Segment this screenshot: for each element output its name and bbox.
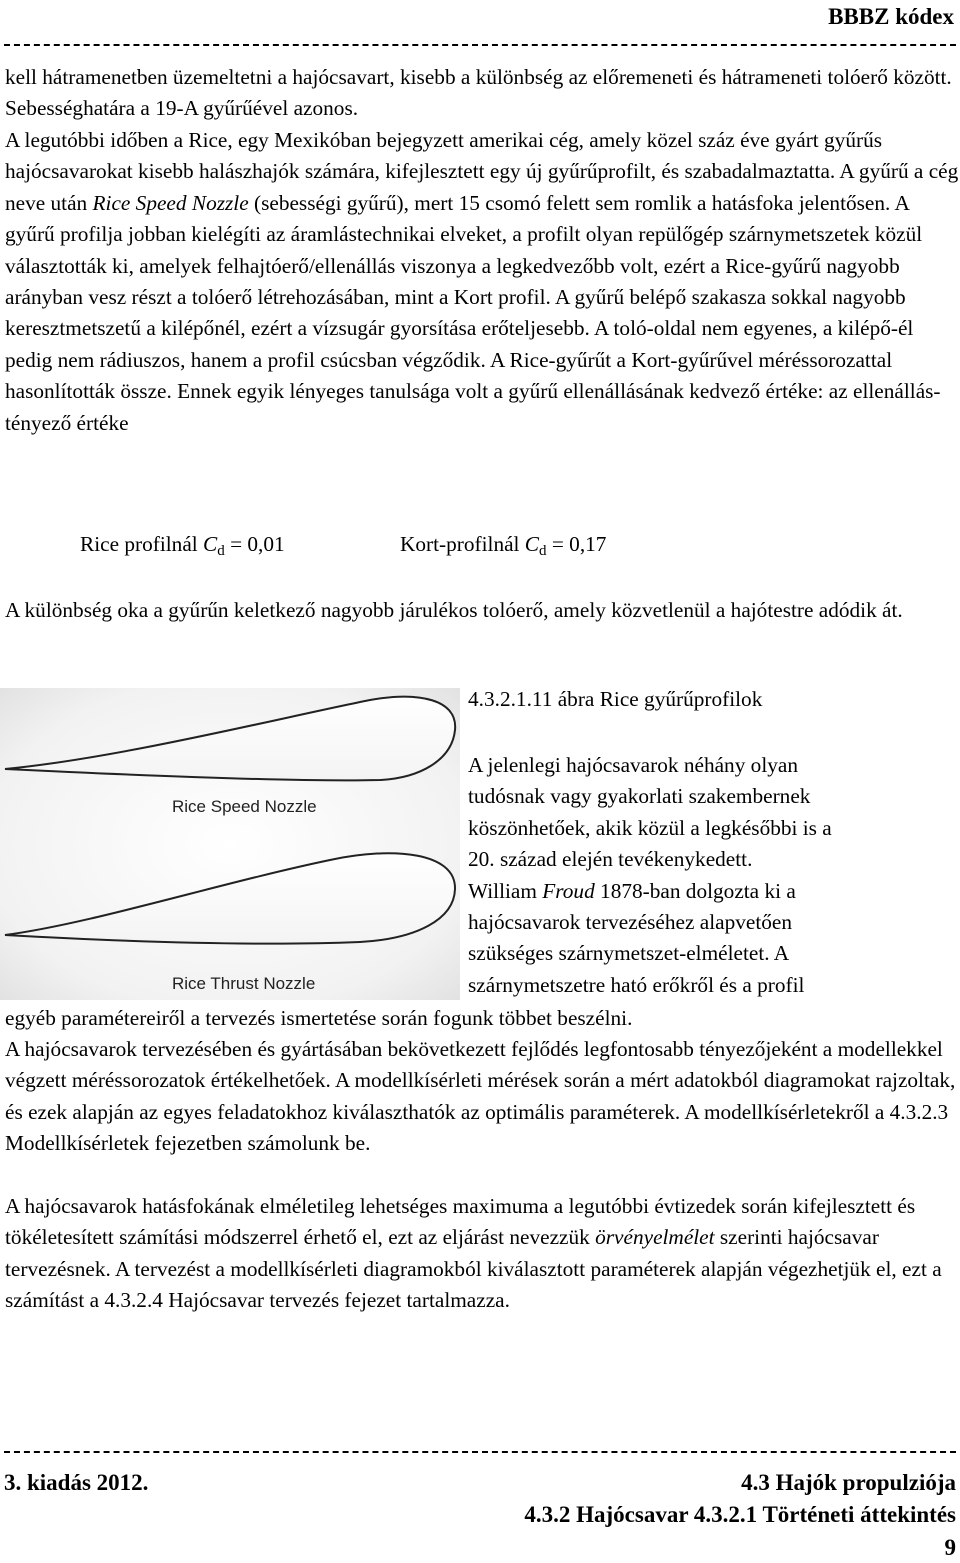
rice-formula-label: Rice profilnál — [80, 532, 198, 556]
paragraph-6 — [5, 1191, 960, 1317]
rice-speed-nozzle-label: Rice Speed Nozzle — [172, 797, 317, 816]
paragraph-6-text-b: szerinti hajócsavar tervezésnek. A tervezést a modellkísérleti diagramokból kiválasztott paraméterek alapján végezhetjük el, ezt a számítást a 4.3.2.4 Hajócsavar tervezés fejezet tartalmazza. — [5, 1225, 942, 1313]
kort-formula-value: = 0,17 — [551, 532, 607, 556]
footer-divider — [4, 1451, 956, 1453]
side-paragraph — [468, 750, 948, 1001]
paragraph-5: A hajócsavarok tervezésében és gyártásában bekövetkezett fejlődés legfontosabb tényezőjeként a modellekkel végzett méréssorozatok értékelhetőek. A modellkísérleti mérések során a mért adatokból diagramokat rajzoltak, és ezek alapján az egyes feladatokhoz kiválaszthatók az optimális paraméterek. A modellkísérletekről a 4.3.2.3 Modellkísérletek fejezetben számolunk be. — [5, 1037, 956, 1156]
side-line-1: A jelenlegi hajócsavarok néhány olyan — [468, 753, 798, 777]
rice-formula-var: C — [203, 532, 218, 556]
froud-name: Froud — [542, 878, 595, 903]
side-line-2: tudósnak vagy gyakorlati szakembernek — [468, 784, 811, 809]
rice-formula-sub: d — [217, 543, 225, 559]
side-line-5-b: 1878-ban dolgozta ki a — [594, 878, 796, 903]
page-number: 9 — [944, 1535, 956, 1560]
side-line-7: szükséges szárnymetszet-elméletet. A — [468, 941, 790, 966]
side-line-5 — [468, 876, 948, 907]
side-line-3: köszönhetőek, akik közül a legkésőbbi is a — [468, 815, 832, 840]
figure-caption: 4.3.2.1.11 ábra Rice gyűrűprofilok — [468, 687, 763, 711]
side-line-8: szárnymetszetre ható erőkről és a profil — [468, 972, 805, 997]
paragraph-2-text-a: A legutóbbi időben a Rice, egy Mexikóban bejegyzett amerikai cég, amely közel száz éve gyárt gyűrűs hajócsavarokat kisebb halászhajók számára, kifejlesztett egy új gyűrűprofilt, és szabadalmaztatta. A gyűrű a cég neve után — [5, 128, 959, 215]
footer-subsection: 4.3.2 Hajócsavar 4.3.2.1 Történeti áttekintés — [524, 1502, 956, 1527]
rice-thrust-nozzle-label: Rice Thrust Nozzle — [172, 974, 316, 993]
header-divider — [4, 44, 956, 46]
side-line-4: 20. század elején tevékenykedett. — [468, 847, 753, 872]
footer-section: 4.3 Hajók propulziója — [741, 1470, 956, 1495]
paragraph-2-text-b: (sebességi gyűrű), mert 15 csomó felett sem romlik a hatásfoka jelentősen. A gyűrű profilja jobban kielégíti az áramlástechnikai elveket, a profilt olyan repülőgép szárnymetszetek közül választották ki, amelyek felhajtóerő/ellenállás viszonya a legkedvezőbb volt, ezért a Rice-gyűrű nagyobb arányban vesz részt a tolóerő létrehozásában, mint a Kort profil. A gyűrű belépő szakasza sokkal nagyobb keresztmetszetű a kilépőnél, ezért a vízsugár gyorsítása erőteljesebb. A toló-oldal nem egyenes, a kilépő-él pedig nem rádiuszos, hanem a profil csúcsban végződik. A Rice-gyűrűt a Kort-gyűrűvel méréssorozattal hasonlították össze. Ennek egyik lényeges tanulsága volt a gyűrű ellenállásának kedvező értéke: az ellenállás-tényező értéke — [5, 190, 941, 435]
side-line-6: hajócsavarok tervezéséhez alapvetően — [468, 910, 792, 935]
kort-formula — [400, 532, 606, 560]
paragraph-6-text-a: A hajócsavarok hatásfokának elméletileg lehetséges maximuma a legutóbbi évtizedek során kifejlesztett és tökéletesített számítási módszerrel érhető el, ezt az eljárást nevezzük — [5, 1194, 916, 1250]
paragraph-2 — [5, 125, 960, 439]
kort-formula-label: Kort-profilnál — [400, 532, 520, 556]
kort-formula-var: C — [524, 532, 540, 556]
paragraph-1: kell hátramenetben üzemeltetni a hajócsavart, kisebb a különbség az előremeneti és hátrameneti tolóerő között. Sebességhatára a 19-A gyűrűével azonos. — [5, 65, 952, 121]
orvenyelmelet-term: örvényelmélet — [595, 1225, 715, 1250]
kort-formula-sub: d — [539, 543, 547, 559]
rice-formula — [80, 532, 285, 560]
nozzle-profiles-drawing — [0, 688, 460, 1000]
rice-speed-nozzle-term: Rice Speed Nozzle — [92, 190, 249, 215]
drag-coefficient-formula — [0, 532, 960, 564]
rice-nozzle-figure — [0, 688, 460, 1000]
paragraph-3: A különbség oka a gyűrűn keletkező nagyobb járulékos tolóerő, amely közvetlenül a hajótestre adódik át. — [5, 598, 903, 622]
footer-edition: 3. kiadás 2012. — [4, 1470, 149, 1495]
header-code: BBBZ kódex — [828, 4, 954, 29]
side-line-5-a: William — [468, 878, 543, 903]
rice-formula-value: = 0,01 — [230, 532, 285, 556]
paragraph-4: egyéb paramétereiről a tervezés ismertetése során fogunk többet beszélni. — [5, 1006, 633, 1030]
